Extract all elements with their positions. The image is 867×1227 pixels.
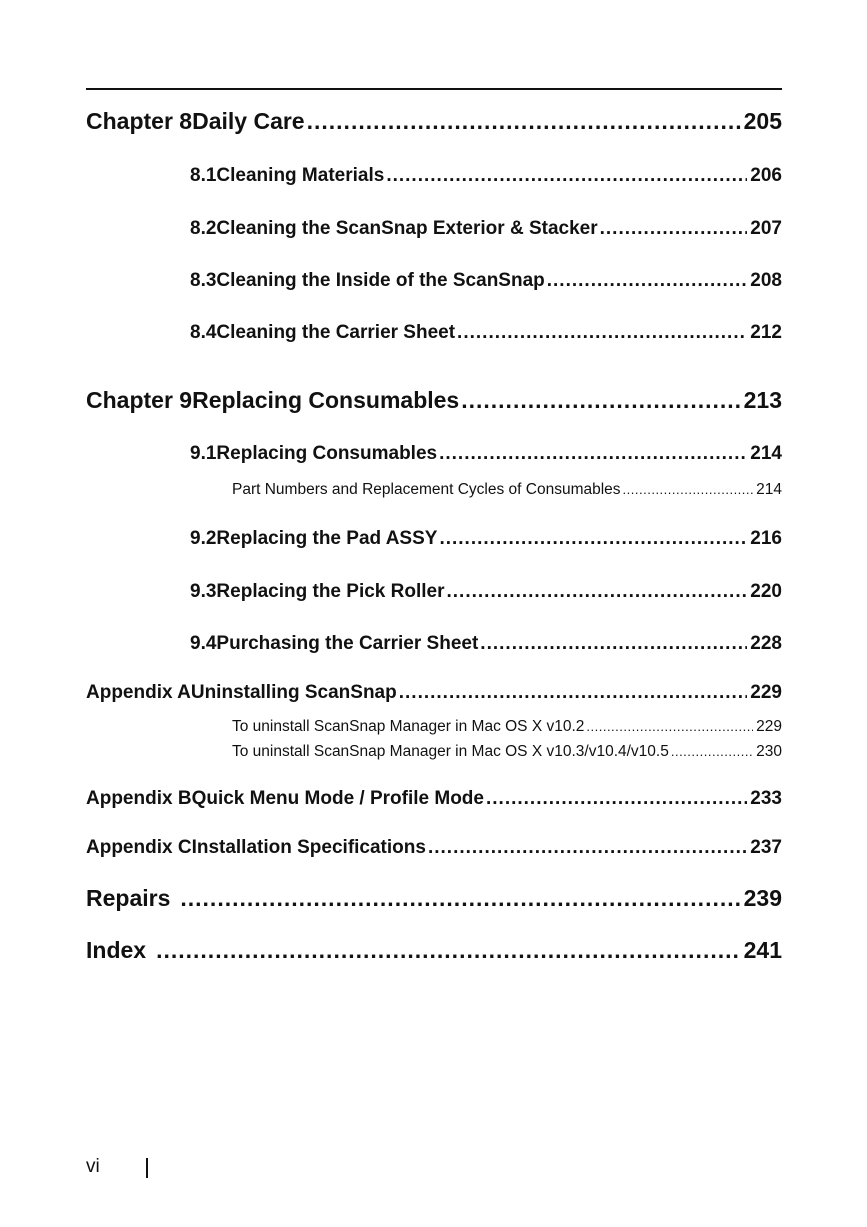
toc-section-8-1[interactable] bbox=[190, 165, 782, 187]
page-number: 229 bbox=[750, 682, 782, 703]
page-number: 207 bbox=[750, 218, 782, 239]
section-title: Replacing the Pick Roller bbox=[216, 581, 445, 602]
page-number: 213 bbox=[743, 387, 782, 413]
section-number: 8.1 bbox=[190, 165, 217, 186]
chapter-label: Chapter 8 bbox=[86, 108, 193, 134]
section-title: Cleaning the Carrier Sheet bbox=[216, 322, 456, 343]
page-number: 208 bbox=[750, 270, 782, 291]
section-title: Cleaning the ScanSnap Exterior & Stacker bbox=[216, 218, 598, 239]
section-title: Purchasing the Carrier Sheet bbox=[216, 633, 479, 654]
toc-appendix-a[interactable] bbox=[86, 682, 782, 704]
section-number: 8.2 bbox=[190, 218, 217, 239]
leader-dots bbox=[480, 633, 747, 655]
appendix-title: Uninstalling ScanSnap bbox=[190, 682, 397, 703]
page-number: 214 bbox=[756, 481, 782, 498]
page-number: 220 bbox=[750, 581, 782, 602]
leader-dots bbox=[586, 719, 753, 734]
section-number: 9.2 bbox=[190, 528, 217, 549]
section-number: 9.3 bbox=[190, 581, 217, 602]
page-number: 228 bbox=[750, 633, 782, 654]
leader-dots bbox=[671, 744, 753, 759]
appendix-title: Quick Menu Mode / Profile Mode bbox=[191, 788, 484, 809]
appendix-label: Appendix C bbox=[86, 837, 192, 858]
leader-dots bbox=[180, 885, 740, 912]
leader-dots bbox=[428, 837, 747, 859]
page-number: 205 bbox=[743, 108, 782, 134]
leader-dots bbox=[439, 528, 747, 550]
toc-index[interactable] bbox=[86, 937, 782, 964]
leader-dots bbox=[623, 482, 754, 497]
appendix-label: Appendix B bbox=[86, 788, 192, 809]
page-number: 237 bbox=[750, 837, 782, 858]
leader-dots bbox=[156, 937, 741, 964]
toc-appendix-c[interactable] bbox=[86, 837, 782, 859]
section-number: 8.4 bbox=[190, 322, 217, 343]
section-title: Cleaning Materials bbox=[216, 165, 385, 186]
toc-subsection-9-1-part-numbers[interactable] bbox=[232, 481, 782, 499]
subsection-title: Part Numbers and Replacement Cycles of Consumables bbox=[232, 481, 621, 498]
leader-dots bbox=[307, 108, 741, 135]
section-number: 8.3 bbox=[190, 270, 217, 291]
subsection-title: To uninstall ScanSnap Manager in Mac OS X v10.2 bbox=[232, 718, 585, 735]
leader-dots bbox=[399, 682, 748, 704]
toc-appendix-a-sub-1[interactable] bbox=[232, 718, 782, 736]
toc-section-8-4[interactable] bbox=[190, 322, 782, 344]
toc-section-8-2[interactable] bbox=[190, 218, 782, 240]
leader-dots bbox=[457, 322, 747, 344]
page-number: 216 bbox=[750, 528, 782, 549]
appendix-label: Appendix A bbox=[86, 682, 191, 703]
toc-section-9-1[interactable] bbox=[190, 443, 782, 465]
section-title: Replacing Consumables bbox=[216, 443, 438, 464]
page-number: 230 bbox=[756, 743, 782, 760]
chapter-label: Chapter 9 bbox=[86, 387, 193, 413]
page-number: 229 bbox=[756, 718, 782, 735]
top-rule bbox=[86, 88, 782, 90]
leader-dots bbox=[439, 443, 747, 465]
footer-divider bbox=[146, 1158, 148, 1178]
page-number: 233 bbox=[750, 788, 782, 809]
toc-section-8-3[interactable] bbox=[190, 270, 782, 292]
appendix-title: Installation Specifications bbox=[191, 837, 426, 858]
toc-chapter-9[interactable] bbox=[86, 387, 782, 414]
footer-page-number: vi bbox=[86, 1156, 100, 1177]
leader-dots bbox=[486, 788, 747, 810]
section-title: Replacing the Pad ASSY bbox=[216, 528, 438, 549]
section-title: Cleaning the Inside of the ScanSnap bbox=[216, 270, 545, 291]
index-title: Index bbox=[86, 937, 147, 963]
toc-section-9-3[interactable] bbox=[190, 581, 782, 603]
page-number: 239 bbox=[743, 885, 782, 911]
toc-repairs[interactable] bbox=[86, 885, 782, 912]
toc-section-9-4[interactable] bbox=[190, 633, 782, 655]
toc-appendix-b[interactable] bbox=[86, 788, 782, 810]
page-number: 214 bbox=[750, 443, 782, 464]
leader-dots bbox=[600, 218, 748, 240]
page-number: 206 bbox=[750, 165, 782, 186]
chapter-title: Daily Care bbox=[192, 108, 305, 134]
toc-appendix-a-sub-2[interactable] bbox=[232, 743, 782, 761]
section-number: 9.4 bbox=[190, 633, 217, 654]
page-number: 241 bbox=[743, 937, 782, 963]
leader-dots bbox=[386, 165, 747, 187]
repairs-title: Repairs bbox=[86, 885, 171, 911]
toc-chapter-8[interactable] bbox=[86, 108, 782, 135]
leader-dots bbox=[447, 581, 748, 603]
leader-dots bbox=[461, 387, 740, 414]
section-number: 9.1 bbox=[190, 443, 217, 464]
chapter-title: Replacing Consumables bbox=[192, 387, 460, 413]
toc-section-9-2[interactable] bbox=[190, 528, 782, 550]
leader-dots bbox=[547, 270, 748, 292]
page-number: 212 bbox=[750, 322, 782, 343]
subsection-title: To uninstall ScanSnap Manager in Mac OS X v10.3/v10.4/v10.5 bbox=[232, 743, 669, 760]
